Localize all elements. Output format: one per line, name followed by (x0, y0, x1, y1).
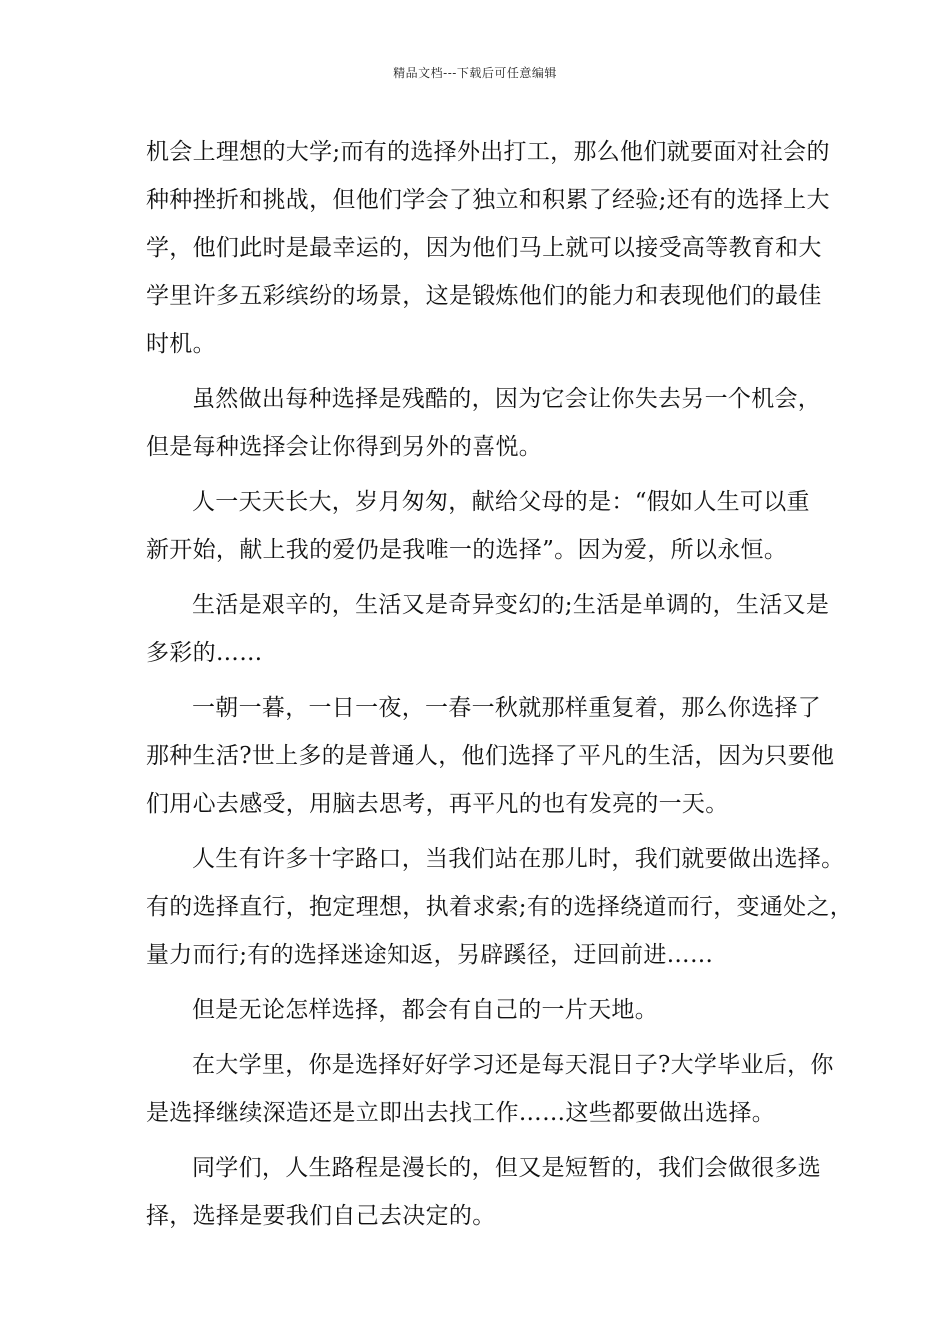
paragraph (146, 478, 810, 574)
text-line: 虽然做出每种选择是残酷的，因为它会让你失去另一个机会， (192, 386, 822, 412)
paragraph (146, 684, 835, 828)
text-line: 但是每种选择会让你得到另外的喜悦。 (146, 434, 543, 460)
text-line: 种种挫折和挑战，但他们学会了独立和积累了经验;还有的选择上大 (146, 187, 830, 213)
page-header: 精品文档---下载后可任意编辑 (393, 66, 557, 80)
text-line: 机会上理想的大学;而有的选择外出打工，那么他们就要面对社会的 (146, 139, 830, 165)
text-line: 时机。 (146, 331, 216, 357)
document-body (146, 128, 854, 1240)
paragraph (146, 581, 830, 677)
text-line: 量力而行;有的选择迷途知返，另辟蹊径，迂回前进…… (146, 942, 714, 968)
paragraph (146, 128, 830, 368)
text-line: 一朝一暮，一日一夜，一春一秋就那样重复着，那么你选择了 (192, 695, 822, 721)
text-line: 生活是艰辛的，生活又是奇异变幻的;生活是单调的，生活又是 (192, 592, 830, 618)
text-line: 人一天天长大，岁月匆匆，献给父母的是：“假如人生可以重 (192, 489, 810, 515)
text-line: 有的选择直行，抱定理想，执着求索;有的选择绕道而行，变通处之， (146, 894, 854, 920)
paragraph (146, 375, 822, 471)
text-line: 是选择继续深造还是立即出去找工作……这些都要做出选择。 (146, 1100, 776, 1126)
paragraph (146, 835, 854, 979)
text-line: 那种生活?世上多的是普通人，他们选择了平凡的生活，因为只要他 (146, 743, 835, 769)
text-line: 人生有许多十字路口，当我们站在那儿时，我们就要做出选择。 (192, 846, 845, 872)
text-line: 学，他们此时是最幸运的，因为他们马上就可以接受高等教育和大 (146, 235, 822, 261)
text-line: 在大学里，你是选择好好学习还是每天混日子?大学毕业后，你 (192, 1052, 834, 1078)
text-line: 择，选择是要我们自己去决定的。 (146, 1203, 496, 1229)
paragraph (146, 1041, 834, 1137)
paragraph (146, 986, 810, 1034)
text-line: 同学们，人生路程是漫长的，但又是短暂的，我们会做很多选 (192, 1155, 822, 1181)
text-line: 学里许多五彩缤纷的场景，这是锻炼他们的能力和表现他们的最佳 (146, 283, 822, 309)
text-line: 多彩的…… (146, 640, 263, 666)
paragraph (146, 1144, 822, 1240)
text-line: 们用心去感受，用脑去思考，再平凡的也有发亮的一天。 (146, 791, 729, 817)
text-line: 新开始，献上我的爱仍是我唯一的选择”。因为爱，所以永恒。 (146, 537, 788, 563)
text-line: 但是无论怎样选择，都会有自己的一片天地。 (192, 997, 658, 1023)
